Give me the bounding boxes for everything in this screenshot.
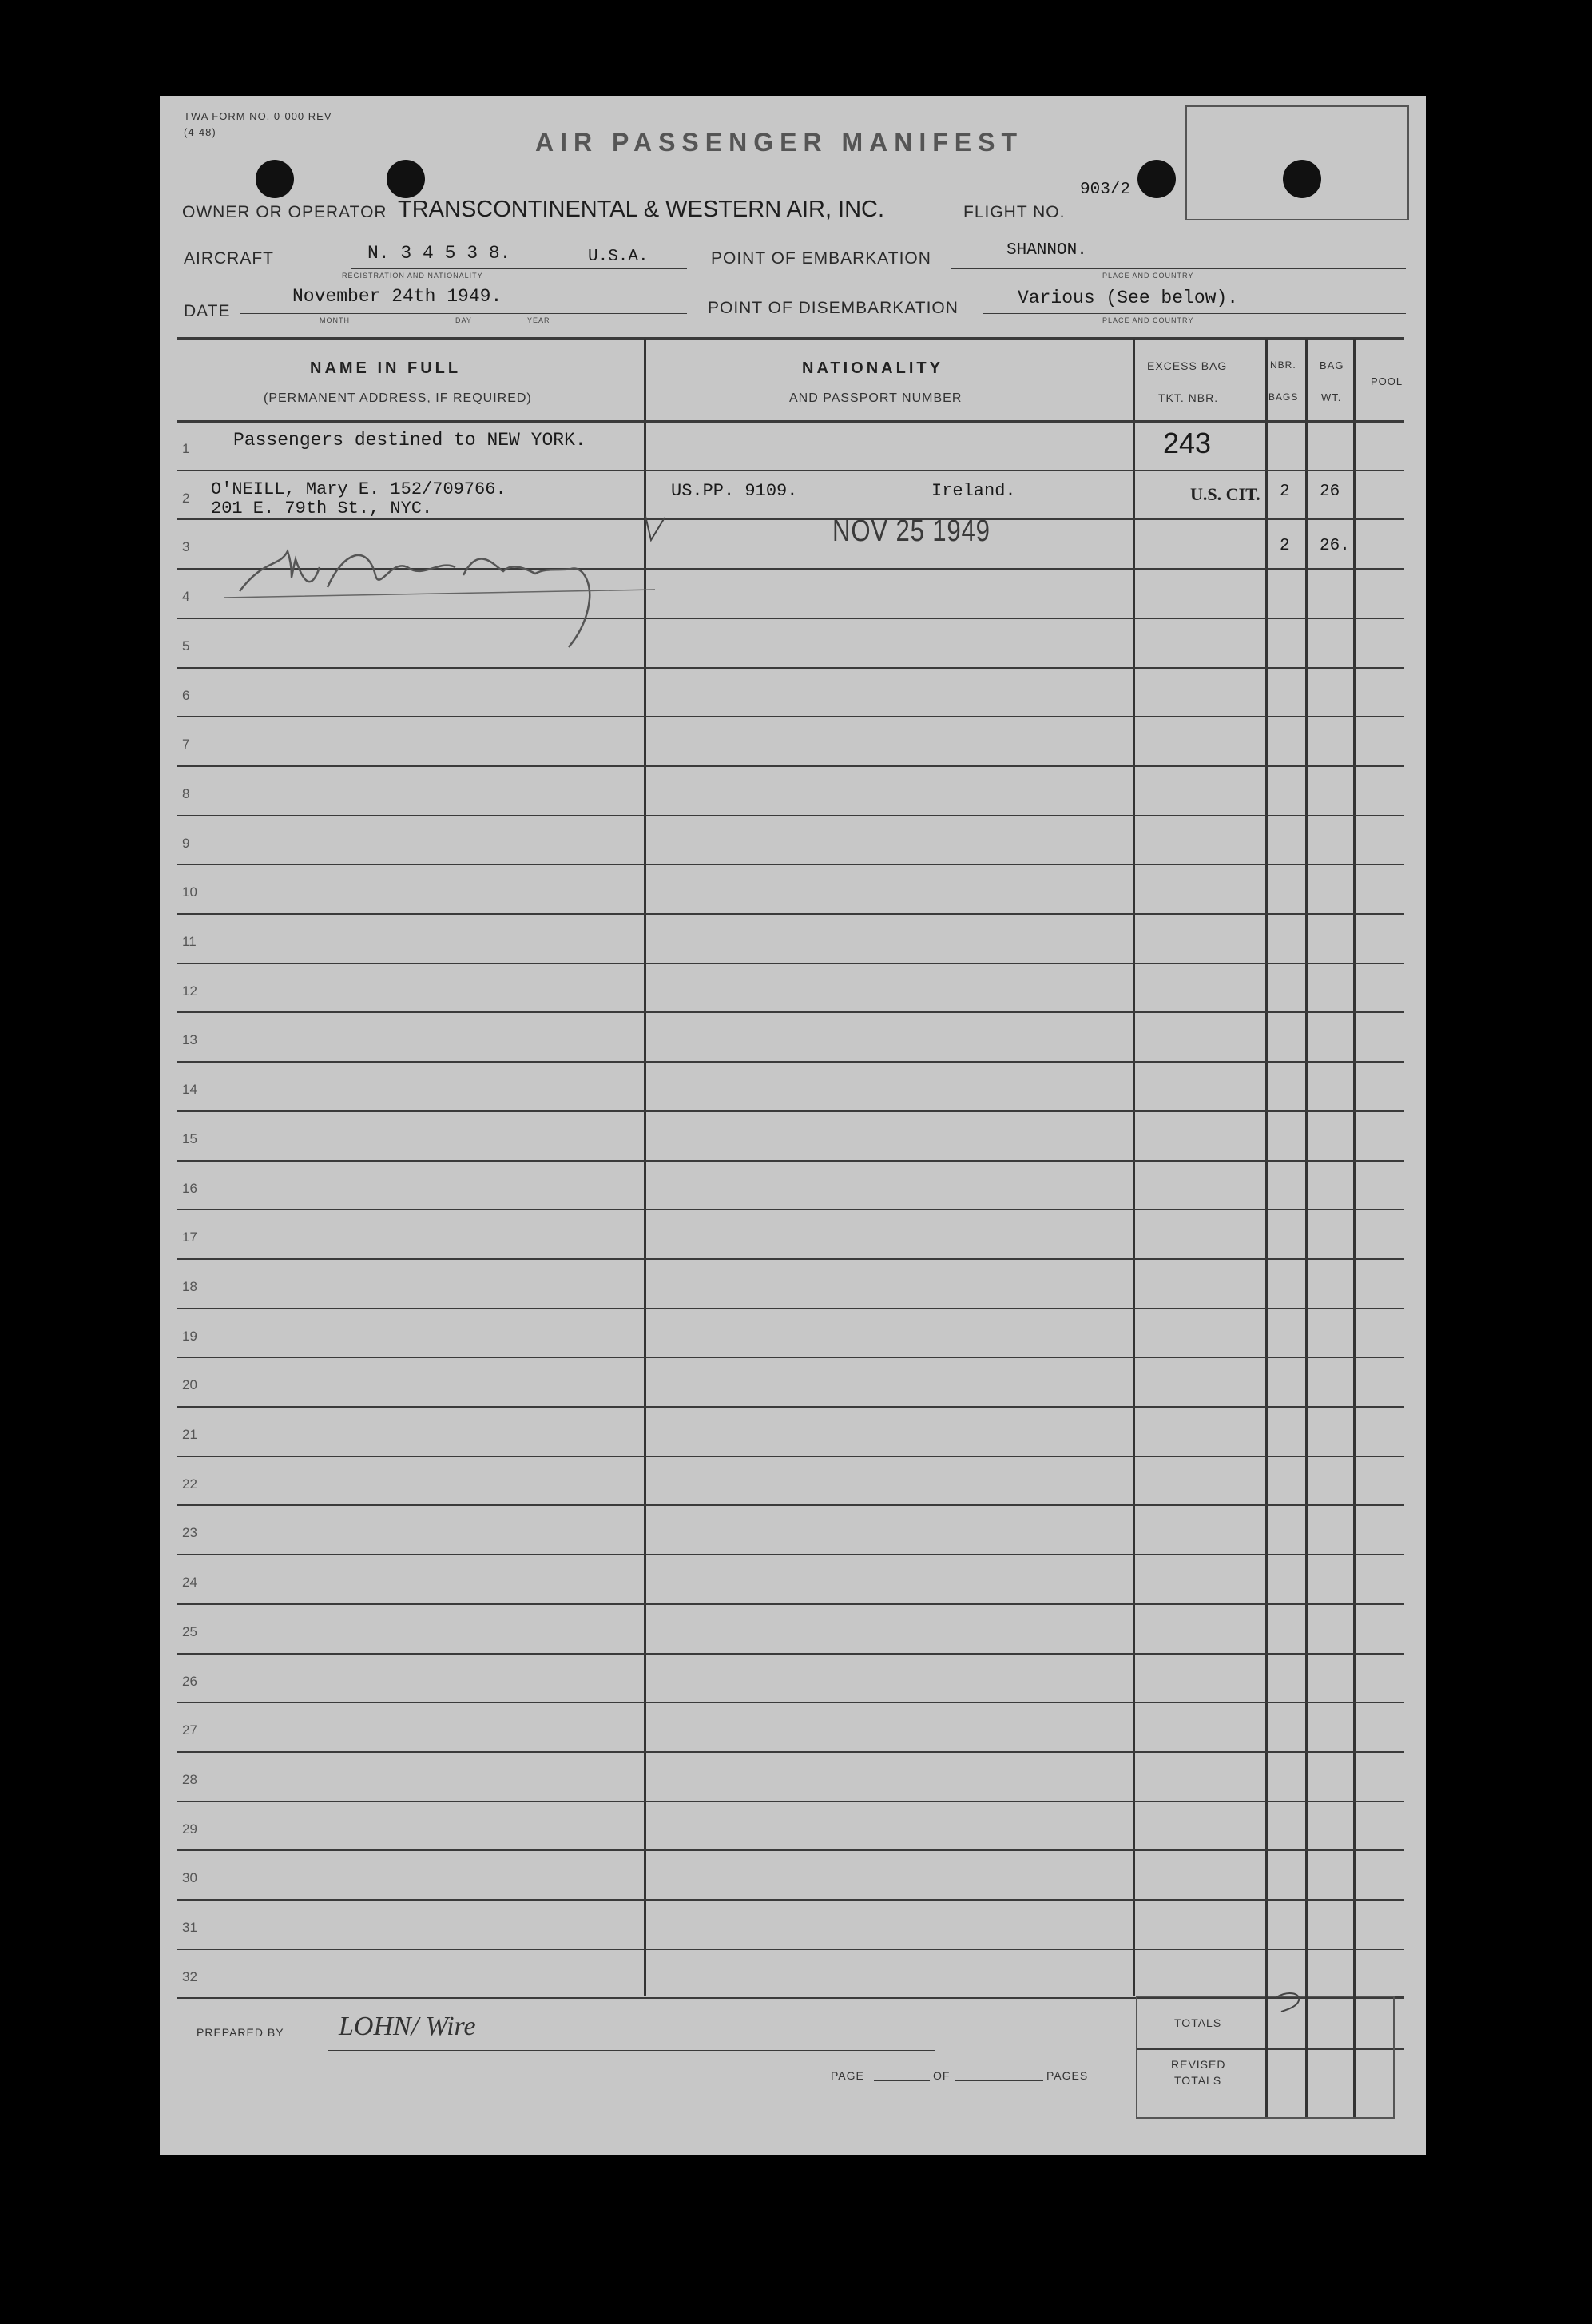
row-number: 17 (182, 1230, 197, 1245)
embarkation-caption: PLACE AND COUNTRY (1102, 272, 1194, 280)
table-header-rule (177, 420, 1404, 423)
column-divider-weight (1353, 339, 1356, 1996)
totals-divider-1 (1265, 1996, 1268, 2117)
aircraft-underline (351, 268, 687, 269)
pages-label: PAGES (1046, 2069, 1089, 2082)
date-value: November 24th 1949. (292, 286, 502, 307)
column-divider-nationality (1133, 339, 1135, 1996)
column-subheader-name: (PERMANENT ADDRESS, IF REQUIRED) (264, 391, 532, 405)
manifest-paper (160, 96, 1426, 2155)
row3-bags: 2 (1280, 537, 1290, 555)
row-number: 19 (182, 1328, 197, 1344)
row-number: 16 (182, 1180, 197, 1196)
row-rule (177, 1456, 1404, 1457)
row-rule (177, 1308, 1404, 1309)
row-rule (177, 1110, 1404, 1112)
row-number: 29 (182, 1821, 197, 1837)
date-underline (240, 313, 687, 314)
prepared-by-underline (328, 2050, 935, 2051)
owner-value: TRANSCONTINENTAL & WESTERN AIR, INC. (398, 197, 885, 222)
row-number: 1 (182, 441, 190, 456)
row-rule (177, 864, 1404, 865)
table-top-rule (177, 337, 1404, 340)
corner-box (1185, 105, 1409, 220)
row-number: 13 (182, 1032, 197, 1048)
revised-totals-label-1: REVISED (1171, 2058, 1226, 2071)
column-subheader-nationality: AND PASSPORT NUMBER (789, 391, 963, 405)
totals-check-mark (1272, 1981, 1312, 2021)
column-header-nationality: NATIONALITY (802, 360, 943, 377)
date-caption-day: DAY (455, 316, 472, 324)
row-rule (177, 1653, 1404, 1655)
row-rule (177, 1751, 1404, 1753)
row-rule (177, 1801, 1404, 1802)
of-label: OF (933, 2069, 951, 2082)
row-rule (177, 667, 1404, 669)
row-rule (177, 1357, 1404, 1358)
row-rule (177, 1899, 1404, 1901)
row-number: 25 (182, 1623, 197, 1639)
row-number: 15 (182, 1130, 197, 1146)
row-number: 9 (182, 835, 190, 851)
row-number: 4 (182, 589, 190, 605)
row-rule (177, 1011, 1404, 1013)
row-rule (177, 913, 1404, 915)
revised-totals-label-2: TOTALS (1174, 2074, 1222, 2087)
column-header-excess: EXCESS BAG (1147, 360, 1228, 372)
disembarkation-underline (983, 313, 1406, 314)
row-number: 11 (182, 934, 197, 949)
embarkation-value: SHANNON. (1006, 241, 1087, 260)
row-number: 6 (182, 687, 190, 703)
row1-name: Passengers destined to NEW YORK. (233, 430, 586, 451)
row-rule (177, 1061, 1404, 1063)
column-subheader-bagwt: WT. (1321, 391, 1342, 403)
column-header-bagwt: BAG (1320, 360, 1344, 371)
row-number: 8 (182, 785, 190, 801)
row-rule (177, 1160, 1404, 1162)
page-blank-1 (874, 2080, 930, 2081)
column-divider-bags (1305, 339, 1308, 1996)
form-revision: (4-48) (184, 126, 216, 138)
row2-name-line1: O'NEILL, Mary E. 152/709766. (211, 479, 506, 499)
aircraft-registration: N. 3 4 5 3 8. (367, 243, 511, 264)
aircraft-label: AIRCRAFT (184, 249, 274, 268)
row2-weight: 26 (1320, 483, 1340, 501)
disembarkation-value: Various (See below). (1018, 288, 1239, 308)
row2-country: Ireland. (931, 481, 1016, 501)
punch-hole-center (387, 160, 425, 198)
aircraft-caption: REGISTRATION AND NATIONALITY (342, 272, 483, 280)
date-caption-month: MONTH (320, 316, 350, 324)
punch-hole-left (256, 160, 294, 198)
page-label: PAGE (831, 2069, 864, 2082)
owner-label: OWNER OR OPERATOR (182, 203, 387, 221)
row1-excess: 243 (1163, 427, 1212, 459)
row-rule (177, 963, 1404, 964)
form-title: AIR PASSENGER MANIFEST (535, 128, 1023, 157)
row2-name-line2: 201 E. 79th St., NYC. (211, 499, 433, 518)
column-header-nbr: NBR. (1270, 360, 1296, 371)
date-label: DATE (184, 302, 231, 320)
row-rule (177, 765, 1404, 767)
disembarkation-caption: PLACE AND COUNTRY (1102, 316, 1194, 324)
row-rule (177, 1209, 1404, 1210)
row-number: 14 (182, 1082, 197, 1098)
totals-label: TOTALS (1174, 2016, 1222, 2029)
row-number: 27 (182, 1722, 197, 1738)
row-number: 20 (182, 1377, 197, 1393)
row2-bags: 2 (1280, 483, 1290, 501)
embarkation-underline (951, 268, 1406, 269)
date-stamp: NOV 25 1949 (832, 514, 991, 548)
column-header-pool: POOL (1371, 375, 1403, 387)
disembarkation-label: POINT OF DISEMBARKATION (708, 299, 959, 317)
page-blank-2 (955, 2080, 1043, 2081)
row-rule (177, 1406, 1404, 1408)
column-divider-excess (1265, 339, 1268, 1996)
row-number: 2 (182, 490, 190, 506)
row-number: 31 (182, 1920, 197, 1935)
row-rule (177, 815, 1404, 816)
row-number: 21 (182, 1427, 197, 1442)
row-rule (177, 1554, 1404, 1555)
row-number: 10 (182, 884, 197, 900)
row-number: 5 (182, 638, 190, 654)
row-rule (177, 1603, 1404, 1605)
prepared-by-label: PREPARED BY (197, 2026, 284, 2039)
row3-weight: 26. (1320, 537, 1350, 555)
form-number: TWA FORM NO. 0-000 REV (184, 110, 332, 122)
row-number: 23 (182, 1525, 197, 1541)
row-number: 30 (182, 1870, 197, 1886)
row-rule (177, 470, 1404, 471)
aircraft-nationality: U.S.A. (588, 248, 649, 266)
row-number: 12 (182, 983, 197, 999)
row-number: 32 (182, 1968, 197, 1984)
prepared-by-signature: LOHN/ Wire (339, 2012, 476, 2041)
row-rule (177, 1702, 1404, 1703)
row-number: 3 (182, 539, 190, 555)
row2-passport: US.PP. 9109. (671, 481, 798, 501)
row-number: 24 (182, 1575, 197, 1591)
flight-value: 903/2 (1080, 181, 1131, 199)
row-number: 26 (182, 1673, 197, 1689)
row-rule (177, 1949, 1404, 1950)
punch-hole-right-1 (1137, 160, 1176, 198)
row-rule (177, 1849, 1404, 1851)
column-header-name: NAME IN FULL (310, 360, 462, 377)
column-subheader-nbr: BAGS (1268, 391, 1299, 403)
date-caption-year: YEAR (527, 316, 550, 324)
handwritten-signature (208, 511, 783, 655)
flight-label: FLIGHT NO. (963, 203, 1066, 221)
totals-divider-3 (1353, 1996, 1356, 2117)
row-rule (177, 1258, 1404, 1260)
embarkation-label: POINT OF EMBARKATION (711, 249, 931, 268)
row-rule (177, 1504, 1404, 1506)
row-number: 18 (182, 1278, 197, 1294)
column-subheader-excess: TKT. NBR. (1158, 391, 1219, 404)
row-rule (177, 716, 1404, 717)
row-number: 22 (182, 1476, 197, 1492)
row-number: 7 (182, 737, 190, 753)
row2-excess-note: U.S. CIT. (1190, 484, 1260, 504)
row-number: 28 (182, 1771, 197, 1787)
